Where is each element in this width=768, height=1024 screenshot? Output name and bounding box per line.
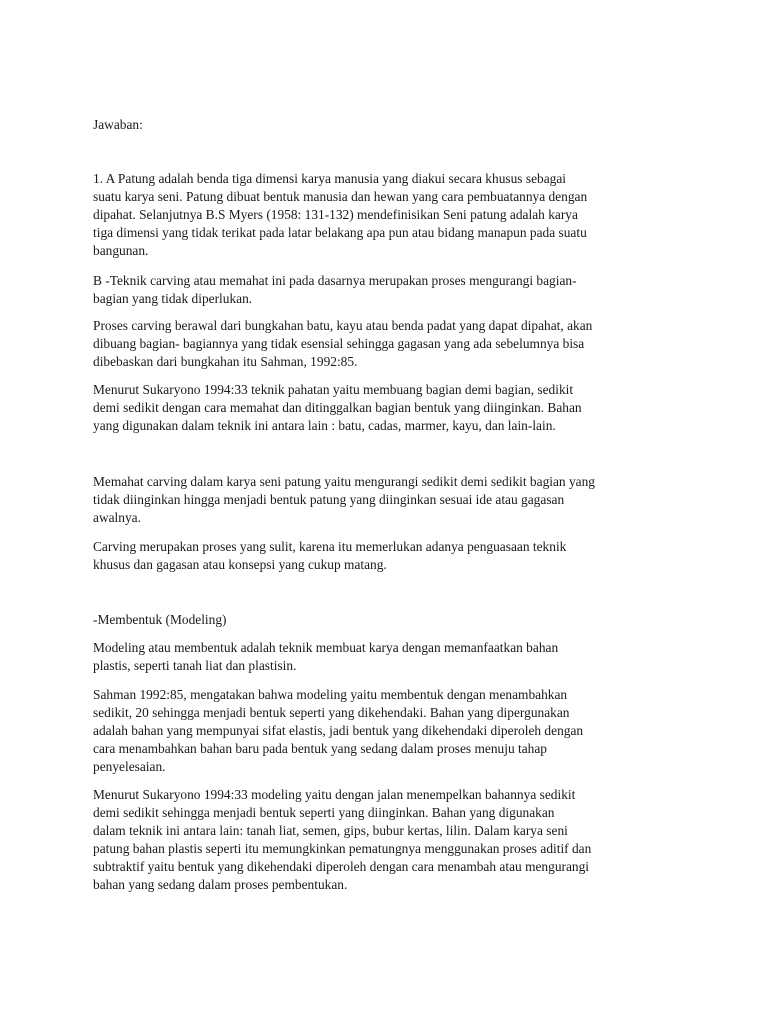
paragraph-2-carving-technique: B -Teknik carving atau memahat ini pada dasarnya merupakan proses mengurangi bagian- bagian yang tidak diperlukan. (93, 273, 577, 306)
answer-heading: Jawaban: (93, 117, 143, 132)
paragraph-6-carving-difficulty: Carving merupakan proses yang sulit, karena itu memerlukan adanya penguasaan teknik khusus dan gagasan atau konsepsi yang cukup matang. (93, 539, 567, 572)
paragraph-8-sahman-modeling: Sahman 1992:85, mengatakan bahwa modeling yaitu membentuk dengan menambahkan sedikit, 20 sehingga menjadi bentuk seperti yang dikehendaki. Bahan yang dipergunakan adalah bahan yang mempunyai sifat elastis, jadi bentuk yang dikehendaki diperoleh dengan cara menambahkan bahan baru pada bentuk yang sedang dalam proses menuju tahap penyelesaian. (93, 687, 584, 774)
paragraph-5-memahat: Memahat carving dalam karya seni patung yaitu mengurangi sedikit demi sedikit bagian yang tidak diinginkan hingga menjadi bentuk patung yang diinginkan sesuai ide atau gagasan awalnya. (93, 474, 596, 525)
paragraph-9-sukaryono-modeling: Menurut Sukaryono 1994:33 modeling yaitu dengan jalan menempelkan bahannya sedikit demi sedikit sehingga menjadi bentuk seperti yang diinginkan. Bahan yang digunakan dalam teknik ini antara lain: tanah liat, semen, gips, bubur kertas, lilin. Dalam karya seni patung bahan plastis seperti itu memungkinkan pematungnya menggunakan proses aditif dan subtraktif yaitu bentuk yang dikehendaki diperoleh dengan cara menambah atau mengurangi bahan yang sedang dalam proses pembentukan. (93, 787, 592, 892)
paragraph-4-sukaryono-carving: Menurut Sukaryono 1994:33 teknik pahatan yaitu membuang bagian demi bagian, sedikit demi sedikit dengan cara memahat dan ditinggalkan bagian bentuk yang diinginkan. Bahan yang digunakan dalam teknik ini antara lain : batu, cadas, marmer, kayu, dan lain-lain. (93, 382, 582, 433)
section-heading-modeling: -Membentuk (Modeling) (93, 612, 227, 627)
paragraph-3-carving-process: Proses carving berawal dari bungkahan batu, kayu atau benda padat yang dapat dipahat, akan dibuang bagian- bagiannya yang tidak esensial sehingga gagasan yang ada sebelumnya bisa dibebaskan dari bungkahan itu Sahman, 1992:85. (93, 318, 593, 369)
paragraph-1-definition: 1. A Patung adalah benda tiga dimensi karya manusia yang diakui secara khusus sebagai suatu karya seni. Patung dibuat bentuk manusia dan hewan yang cara pembuatannya dengan dipahat. Selanjutnya B.S Myers (1958: 131-132) mendefinisikan Seni patung adalah karya tiga dimensi yang tidak terikat pada latar belakang apa pun atau bidang manapun pada suatu bangunan. (93, 171, 588, 258)
paragraph-7-modeling-definition: Modeling atau membentuk adalah teknik membuat karya dengan memanfaatkan bahan plastis, seperti tanah liat dan plastisin. (93, 640, 559, 673)
